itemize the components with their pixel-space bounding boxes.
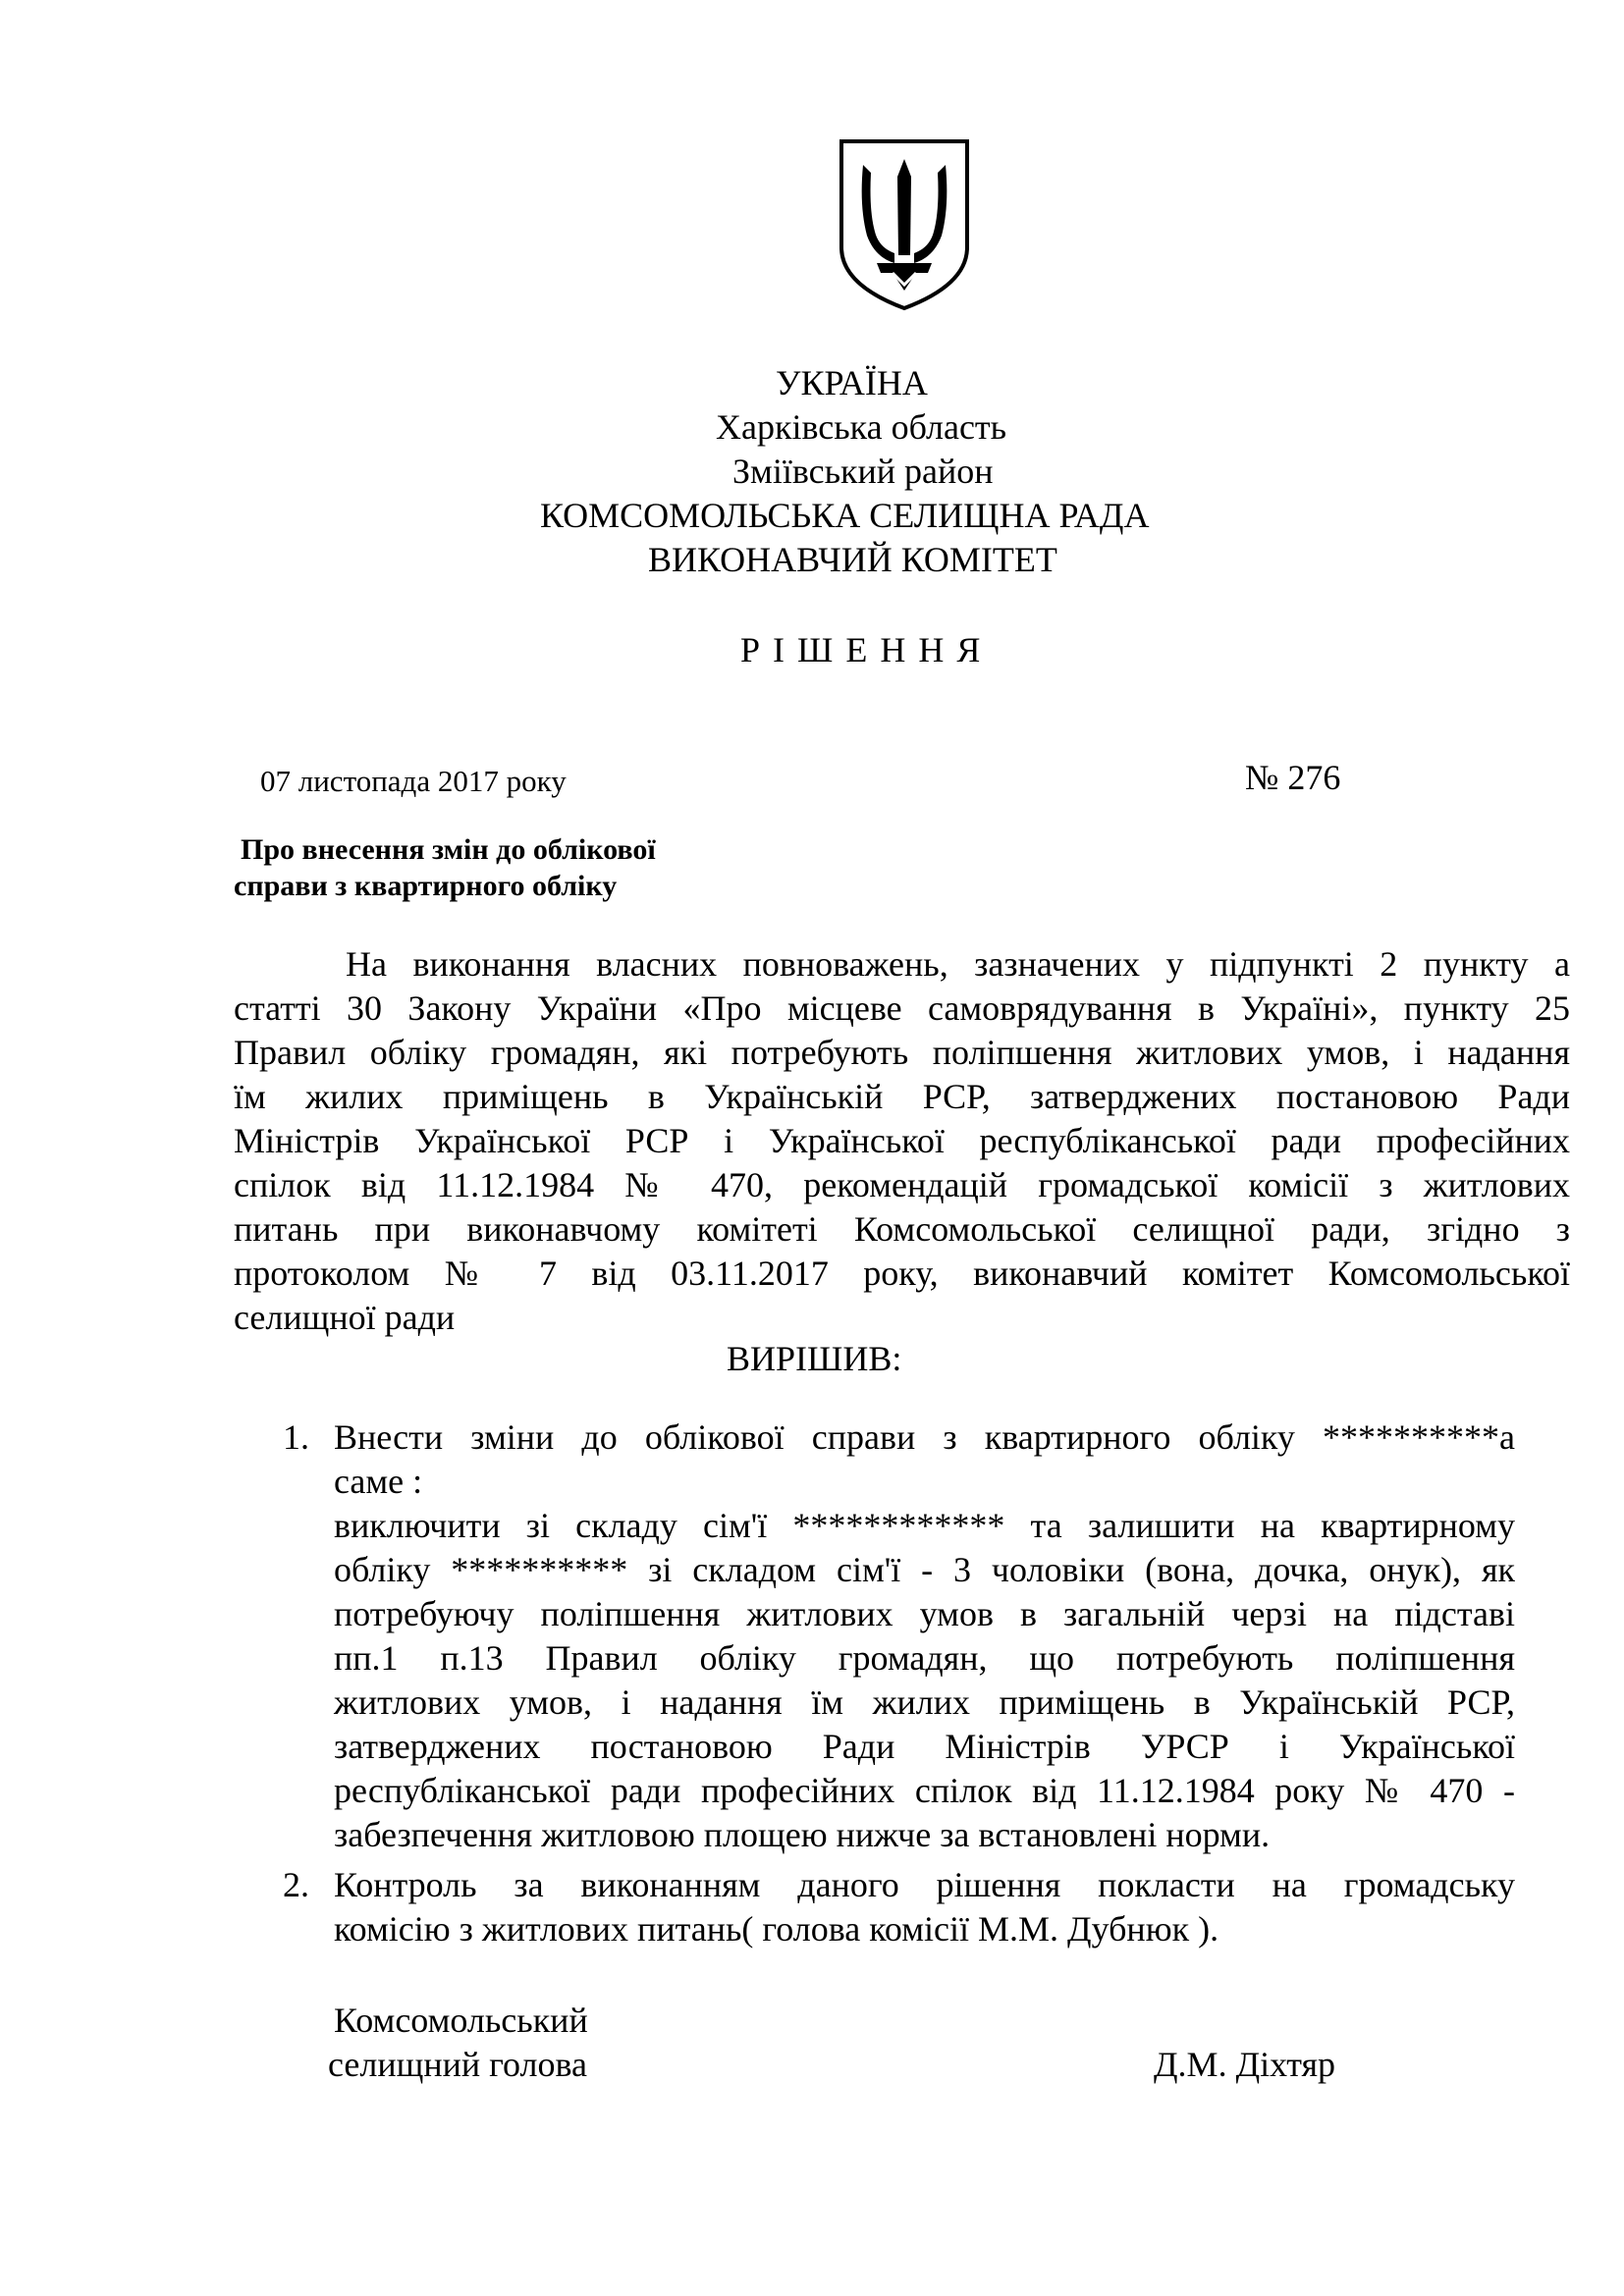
- item-number: 2.: [283, 1865, 309, 1904]
- item-line: комісію з житлових питань( голова комісії М.М. Дубнюк ).: [334, 1909, 1219, 1949]
- preamble-line: протоколом № 7 від 03.11.2017 року, виконавчий комітет Комсомольської: [234, 1254, 1570, 1293]
- item-line: республіканської ради професійних спілок від 11.12.1984 року № 470 -: [334, 1771, 1515, 1810]
- item-line: житлових умов, і надання їм жилих приміщень в Українській РСР,: [334, 1682, 1515, 1722]
- signature-name: Д.М. Діхтяр: [1154, 2045, 1336, 2084]
- decision-date: 07 листопада 2017 року: [260, 764, 567, 798]
- signature-title-line-2: селищний голова: [328, 2045, 588, 2084]
- header-council: КОМСОМОЛЬСЬКА СЕЛИЩНА РАДА: [540, 496, 1150, 535]
- preamble-line: селищної ради: [234, 1298, 456, 1337]
- subject-line-2: справи з квартирного обліку: [234, 870, 618, 902]
- header-country: УКРАЇНА: [776, 363, 928, 402]
- preamble-line: На виконання власних повноважень, зазначених у підпункті 2 пункту а: [346, 944, 1570, 984]
- decision-number: № 276: [1245, 758, 1341, 797]
- item-line: затверджених постановою Ради Міністрів УРСР і Української: [334, 1727, 1515, 1766]
- preamble-line: спілок від 11.12.1984 № 470, рекомендацій громадської комісії з житлових: [234, 1165, 1570, 1204]
- item-number: 1.: [283, 1417, 309, 1457]
- signature-title-line-1: Комсомольський: [334, 2001, 588, 2040]
- item-line: саме :: [334, 1462, 423, 1501]
- trident-coat-of-arms-icon: [838, 137, 971, 312]
- header-oblast: Харківська область: [716, 407, 1007, 447]
- preamble-line: статті 30 Закону України «Про місцеве самоврядування в Україні», пункту 25: [234, 988, 1570, 1028]
- item-line: забезпечення житловою площею нижче за встановлені норми.: [334, 1815, 1271, 1854]
- document-type-title: Р І Ш Е Н Н Я: [740, 630, 983, 669]
- preamble-line: їм жилих приміщень в Українській РСР, затверджених постановою Ради: [234, 1077, 1570, 1116]
- preamble-line: Правил обліку громадян, які потребують поліпшення житлових умов, і надання: [234, 1033, 1570, 1072]
- preamble-line: Міністрів Української РСР і Української республіканської ради професійних: [234, 1121, 1570, 1160]
- item-line: потребуючу поліпшення житлових умов в загальній черзі на підставі: [334, 1594, 1515, 1633]
- subject-line-1: Про внесення змін до облікової: [241, 833, 656, 866]
- item-line: виключити зі складу сім'ї ************ та залишити на квартирному: [334, 1506, 1515, 1545]
- item-line: обліку ********** зі складом сім'ї - 3 чоловіки (вона, дочка, онук), як: [334, 1550, 1515, 1589]
- item-line: Внести зміни до облікової справи з квартирного обліку **********а: [334, 1417, 1515, 1457]
- header-raion: Зміївський район: [732, 452, 994, 491]
- header-committee: ВИКОНАВЧИЙ КОМІТЕТ: [648, 540, 1057, 579]
- item-line: Контроль за виконанням даного рішення покласти на громадську: [334, 1865, 1515, 1904]
- decided-heading: ВИРІШИВ:: [727, 1339, 902, 1378]
- preamble-line: питань при виконавчому комітеті Комсомольської селищної ради, згідно з: [234, 1209, 1570, 1249]
- item-line: пп.1 п.13 Правил обліку громадян, що потребують поліпшення: [334, 1638, 1515, 1678]
